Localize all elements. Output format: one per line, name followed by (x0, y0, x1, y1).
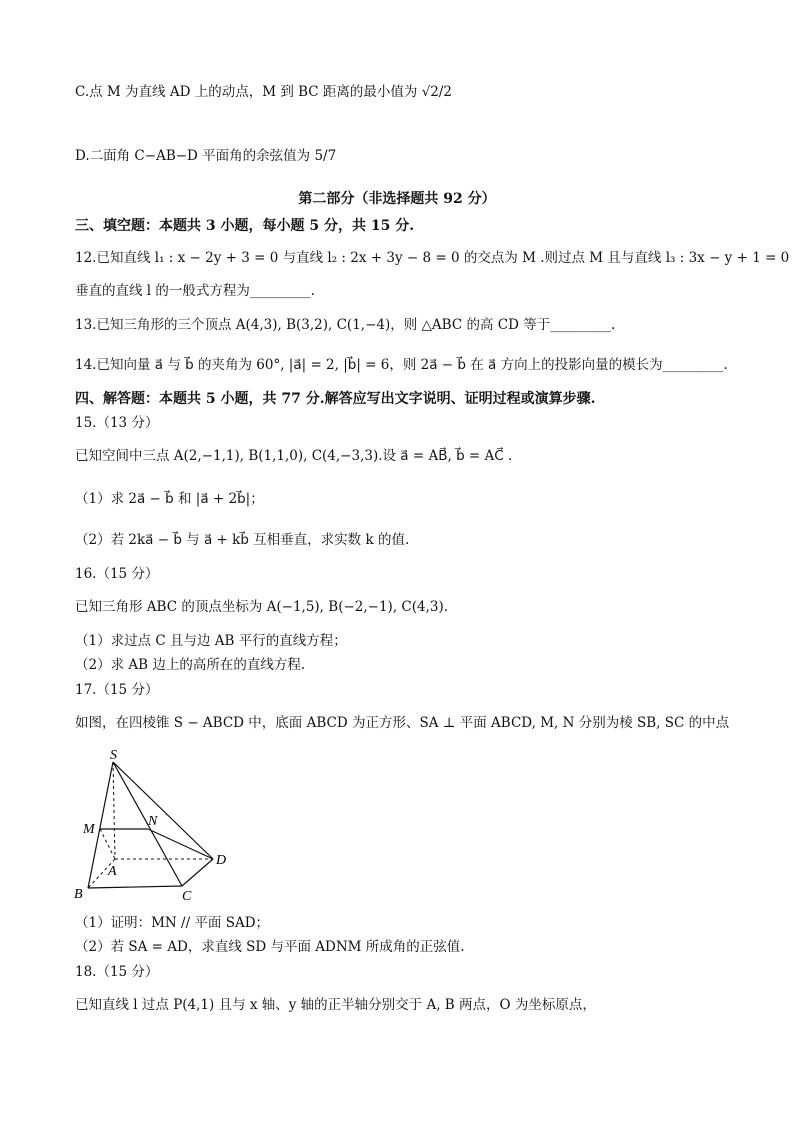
label-b: B (74, 887, 83, 902)
option-d: D.二面角 C−AB−D 平面角的余弦值为 5/7 (75, 148, 337, 164)
question-15-part-1: （1）求 2a⃗ − b⃗ 和 |a⃗ + 2b⃗|； (75, 491, 264, 507)
question-17-part-1: （1）证明：MN // 平面 SAD； (75, 915, 270, 931)
label-d: D (216, 853, 227, 868)
label-a: A (108, 864, 117, 879)
question-17-text: 如图，在四棱锥 S − ABCD 中，底面 ABCD 为正方形、SA ⊥ 平面 ABCD, M, N 分别为棱 SB, SC 的中点 (75, 715, 730, 731)
question-16-heading: 16.（15 分） (75, 566, 159, 582)
label-n: N (148, 814, 158, 829)
part-two-title: 第二部分（非选择题共 92 分） (298, 191, 496, 207)
pyramid-figure (70, 745, 240, 905)
question-12-line-2: 垂直的直线 l 的一般式方程为_________. (75, 283, 315, 299)
pyramid-diagram (70, 745, 240, 905)
question-15-part-2: （2）若 2ka⃗ − b⃗ 与 a⃗ + kb⃗ 互相垂直，求实数 k 的值. (75, 532, 410, 548)
question-17-part-2: （2）若 SA = AD，求直线 SD 与平面 ADNM 所成角的正弦值. (75, 939, 465, 955)
edge-ma (100, 829, 115, 859)
question-16-text: 已知三角形 ABC 的顶点坐标为 A(−1,5), B(−2,−1), C(4,3). (75, 599, 449, 615)
edge-sd (113, 762, 213, 859)
section-three-heading: 三、填空题：本题共 3 小题，每小题 5 分，共 15 分. (75, 218, 415, 234)
question-15-text: 已知空间中三点 A(2,−1,1), B(1,1,0), C(4,−3,3).设 a⃗ = AB⃗, b⃗ = AC⃗ . (75, 448, 513, 464)
question-17-heading: 17.（15 分） (75, 682, 159, 698)
edge-sa (113, 762, 115, 859)
section-four-heading: 四、解答题：本题共 5 小题，共 77 分.解答应写出文字说明、证明过程或演算步骤. (75, 391, 596, 407)
edge-nd (148, 829, 213, 859)
question-13: 13.已知三角形的三个顶点 A(4,3), B(3,2), C(1,−4)，则 △ABC 的高 CD 等于_________. (75, 317, 616, 333)
question-18-heading: 18.（15 分） (75, 964, 159, 980)
question-16-part-1: （1）求过点 C 且与边 AB 平行的直线方程； (75, 633, 347, 649)
question-12-line-1: 12.已知直线 l₁ : x − 2y + 3 = 0 与直线 l₂ : 2x + 3y − 8 = 0 的交点为 M .则过点 M 且与直线 l₃ : 3x − y + 1 = 0 (75, 250, 790, 266)
question-15-heading: 15.（13 分） (75, 415, 159, 431)
label-c: C (182, 889, 192, 904)
option-c: C.点 M 为直线 AD 上的动点，M 到 BC 距离的最小值为 √2/2 (75, 84, 453, 100)
label-s: S (110, 748, 117, 763)
edge-cd (182, 859, 213, 886)
question-14: 14.已知向量 a⃗ 与 b⃗ 的夹角为 60°, |a⃗| = 2, |b⃗| = 6，则 2a⃗ − b⃗ 在 a⃗ 方向上的投影向量的模长为_________. (75, 357, 728, 373)
question-18-text: 已知直线 l 过点 P(4,1) 且与 x 轴、y 轴的正半轴分别交于 A, B 两点，O 为坐标原点， (75, 997, 596, 1013)
question-16-part-2: （2）求 AB 边上的高所在的直线方程. (75, 657, 306, 673)
edge-bc (88, 886, 182, 888)
label-m: M (83, 822, 95, 837)
